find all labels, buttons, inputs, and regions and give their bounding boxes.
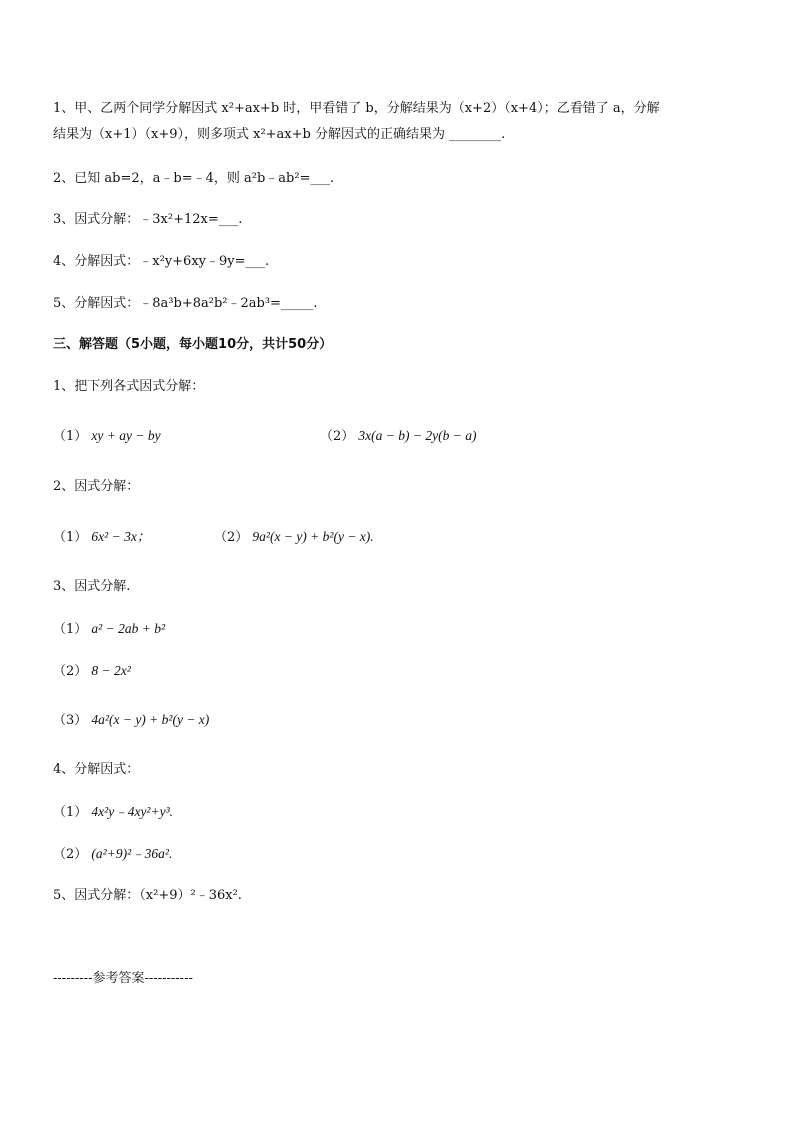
section-heading: 三、解答题（5小题，每小题10分，共计50分）	[53, 337, 333, 352]
problem-4-title: 4、分解因式：	[53, 762, 140, 777]
part-expression: xy + ay − by	[91, 428, 161, 443]
part-expression: 6x² − 3x；	[91, 529, 151, 544]
problem-3-title: 3、因式分解.	[53, 579, 131, 594]
answer-key-divider: ---------参考答案-----------	[53, 971, 193, 986]
problem-3-part-3	[53, 711, 209, 730]
fill-question-2: 2、已知 ab=2，a﹣b=﹣4，则 a²b﹣ab²=___.	[53, 171, 335, 186]
part-label: （1）	[53, 622, 88, 637]
problem-3-part-1	[53, 620, 165, 639]
problem-1-part-1	[53, 427, 161, 446]
fill-question-1-line-2: 结果为（x+1）（x+9），则多项式 x²+ax+b 分解因式的正确结果为 ________.	[53, 127, 506, 142]
problem-1-part-2	[320, 427, 476, 446]
problem-2-part-2	[214, 528, 374, 547]
fill-question-5: 5、分解因式：﹣8a³b+8a²b²﹣2ab³=_____.	[53, 296, 318, 311]
part-expression: (a²+9)²﹣36a².	[91, 846, 173, 861]
fill-question-1-line-1: 1、甲、乙两个同学分解因式 x²+ax+b 时，甲看错了 b，分解结果为（x+2）（x+4）；乙看错了 a，分解	[53, 101, 660, 116]
part-label: （1）	[53, 530, 88, 545]
part-label: （2）	[53, 847, 88, 862]
part-label: （1）	[53, 805, 88, 820]
part-expression: 9a²(x − y) + b²(y − x).	[252, 529, 374, 544]
problem-5-title: 5、因式分解：（x²+9）²﹣36x².	[53, 888, 242, 903]
part-expression: 8 − 2x²	[91, 663, 131, 678]
part-expression: a² − 2ab + b²	[91, 621, 165, 636]
part-label: （2）	[214, 530, 249, 545]
part-expression: 4a²(x − y) + b²(y − x)	[91, 712, 210, 727]
part-label: （3）	[53, 713, 88, 728]
problem-4-part-2	[53, 845, 172, 864]
problem-2-part-1	[53, 528, 150, 547]
part-label: （2）	[320, 429, 355, 444]
part-label: （1）	[53, 429, 88, 444]
part-expression: 3x(a − b) − 2y(b − a)	[358, 428, 477, 443]
part-label: （2）	[53, 664, 88, 679]
fill-question-3: 3、因式分解：﹣3x²+12x=___.	[53, 212, 243, 227]
problem-2-title: 2、因式分解：	[53, 479, 140, 494]
fill-question-4: 4、分解因式：﹣x²y+6xy﹣9y=___.	[53, 254, 270, 269]
problem-4-part-1	[53, 803, 173, 822]
problem-3-part-2	[53, 662, 131, 681]
problem-1-title: 1、把下列各式因式分解：	[53, 379, 205, 394]
part-expression: 4x²y﹣4xy²+y³.	[91, 804, 174, 819]
